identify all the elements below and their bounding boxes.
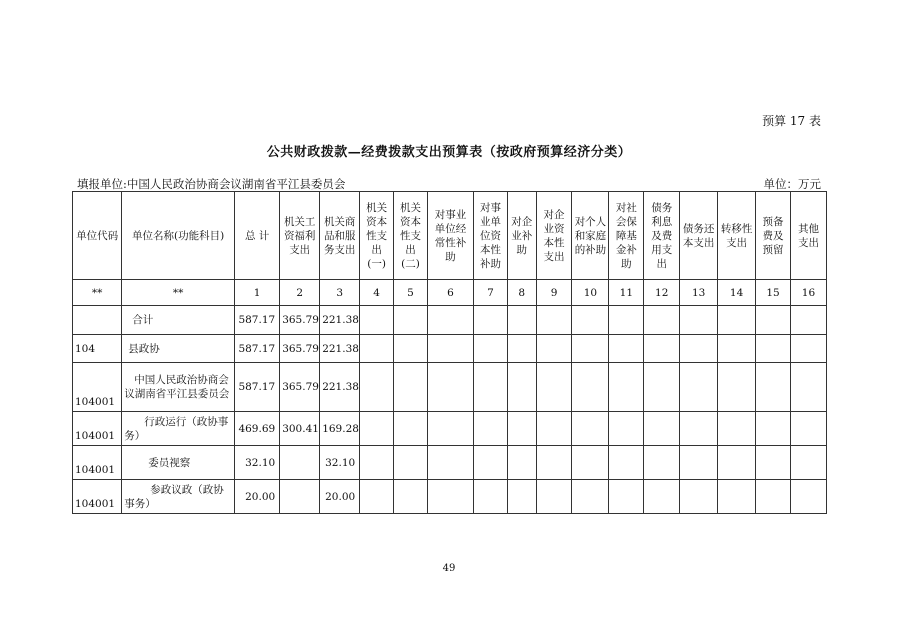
salary-cell: 365.79 — [280, 363, 320, 412]
col-header: 总 计 — [235, 192, 280, 280]
goods-services-cell: 32.10 — [320, 446, 360, 480]
col-header: 单位代码 — [73, 192, 122, 280]
salary-cell: 365.79 — [280, 335, 320, 363]
col-header: 机关工资福利支出 — [280, 192, 320, 280]
index-cell: 7 — [474, 280, 508, 306]
total-cell: 587.17 — [235, 306, 280, 335]
index-cell: 12 — [644, 280, 680, 306]
unit-name: 中国人民政治协商会议湖南省平江县委员会 — [122, 363, 235, 412]
goods-services-cell: 221.38 — [320, 363, 360, 412]
table-row — [73, 363, 827, 412]
table-row — [73, 335, 827, 363]
col-header: 债务利息及费用支出 — [644, 192, 680, 280]
unit-name: 行政运行（政协事务） — [122, 412, 235, 446]
index-cell: 11 — [609, 280, 644, 306]
unit-code — [73, 306, 122, 335]
unit-code: 104001 — [73, 446, 122, 480]
currency-unit: 单位：万元 — [763, 177, 821, 191]
unit-name: 委员视察 — [122, 446, 235, 480]
goods-services-cell: 221.38 — [320, 306, 360, 335]
col-header: 机关商品和服务支出 — [320, 192, 360, 280]
col-header: 对企业资本性支出 — [536, 192, 572, 280]
unit-code: 104 — [73, 335, 122, 363]
unit-name: 合计 — [122, 306, 235, 335]
index-cell: 9 — [536, 280, 572, 306]
col-header: 对社会保障基金补助 — [609, 192, 644, 280]
page-title: 公共财政拨款—经费拨款支出预算表（按政府预算经济分类） — [266, 145, 632, 160]
index-cell: 1 — [235, 280, 280, 306]
index-cell: 14 — [718, 280, 756, 306]
table-row — [73, 446, 827, 480]
col-header: 对个人和家庭的补助 — [572, 192, 609, 280]
goods-services-cell: 20.00 — [320, 480, 360, 514]
col-header: 机关资本性支出(二) — [394, 192, 428, 280]
index-cell: 16 — [790, 280, 826, 306]
col-header: 对企业补助 — [507, 192, 536, 280]
index-cell: ** — [122, 280, 235, 306]
index-cell: 15 — [756, 280, 791, 306]
unit-code: 104001 — [73, 480, 122, 514]
col-header: 债务还本支出 — [680, 192, 718, 280]
salary-cell — [280, 446, 320, 480]
index-cell: 2 — [280, 280, 320, 306]
goods-services-cell: 169.28 — [320, 412, 360, 446]
total-cell: 469.69 — [235, 412, 280, 446]
col-header: 转移性支出 — [718, 192, 756, 280]
col-header: 其他支出 — [790, 192, 826, 280]
unit-name: 县政协 — [122, 335, 235, 363]
index-cell: ** — [73, 280, 122, 306]
index-cell: 4 — [360, 280, 394, 306]
index-cell: 13 — [680, 280, 718, 306]
total-cell: 587.17 — [235, 335, 280, 363]
table-row — [73, 480, 827, 514]
index-cell: 3 — [320, 280, 360, 306]
salary-cell: 365.79 — [280, 306, 320, 335]
total-cell: 587.17 — [235, 363, 280, 412]
unit-name: 参政议政（政协事务） — [122, 480, 235, 514]
total-cell: 20.00 — [235, 480, 280, 514]
col-header: 单位名称(功能科目) — [122, 192, 235, 280]
goods-services-cell: 221.38 — [320, 335, 360, 363]
unit-code: 104001 — [73, 363, 122, 412]
header-row — [73, 192, 827, 280]
total-cell: 32.10 — [235, 446, 280, 480]
index-cell: 6 — [427, 280, 473, 306]
index-cell: 5 — [394, 280, 428, 306]
reporting-unit: 填报单位:中国人民政治协商会议湖南省平江县委员会 — [77, 177, 346, 191]
col-header: 预备费及预留 — [756, 192, 791, 280]
table-row — [73, 306, 827, 335]
page-number: 49 — [442, 563, 456, 574]
table-code: 预算 17 表 — [762, 114, 821, 128]
index-cell: 8 — [507, 280, 536, 306]
col-header: 对事业单位资本性补助 — [474, 192, 508, 280]
index-row — [73, 280, 827, 306]
index-cell: 10 — [572, 280, 609, 306]
salary-cell — [280, 480, 320, 514]
budget-table — [72, 191, 827, 514]
col-header: 机关资本性支出(一) — [360, 192, 394, 280]
salary-cell: 300.41 — [280, 412, 320, 446]
table-row — [73, 412, 827, 446]
col-header: 对事业单位经常性补助 — [427, 192, 473, 280]
unit-code: 104001 — [73, 412, 122, 446]
